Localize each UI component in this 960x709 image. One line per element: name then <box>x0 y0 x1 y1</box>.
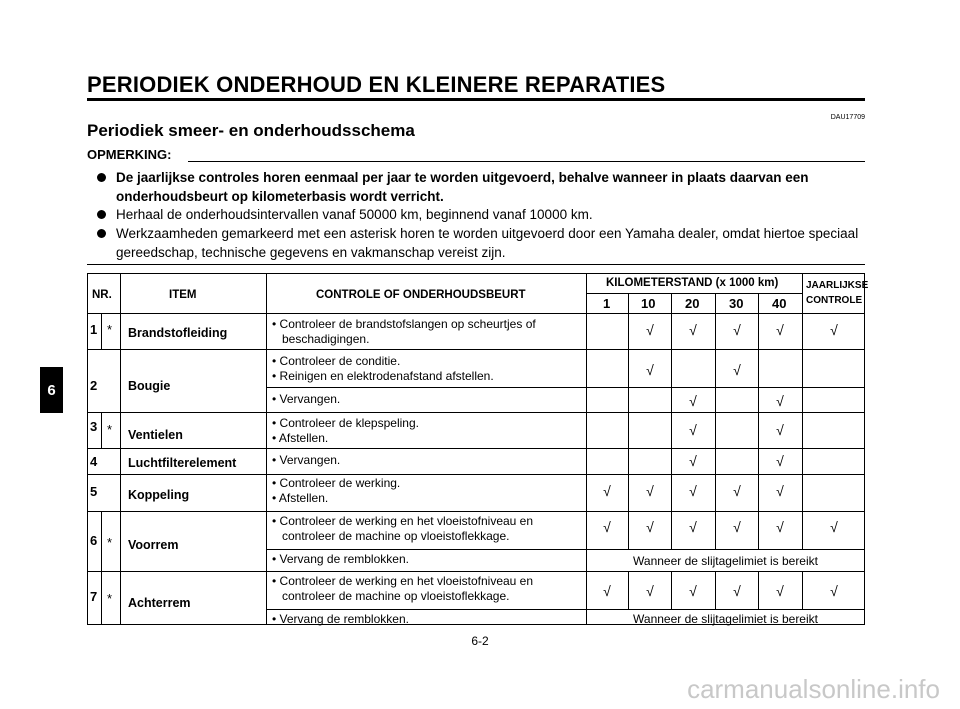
check-mark: √ <box>689 583 697 599</box>
header-km-col: 30 <box>729 296 744 311</box>
header-km-col: 10 <box>641 296 656 311</box>
grid-line <box>87 511 865 512</box>
header-km-col: 20 <box>685 296 700 311</box>
check-mark: √ <box>733 519 741 535</box>
bullet-dot <box>97 229 106 238</box>
header-nr: NR. <box>92 289 112 301</box>
row-item: Luchtfilterelement <box>128 456 237 470</box>
row-desc: • Controleer de werking en het vloeistofniveau en <box>272 574 534 588</box>
row-number: 7 <box>90 589 98 604</box>
check-mark: √ <box>830 583 838 599</box>
grid-line <box>671 571 672 609</box>
grid-line <box>266 387 865 388</box>
check-mark: √ <box>776 483 784 499</box>
check-mark: √ <box>689 519 697 535</box>
wear-limit-note: Wanneer de slijtagelimiet is bereikt <box>633 554 818 568</box>
note-bullet-text: De jaarlijkse controles horen eenmaal per jaar te worden uitgevoerd, behalve wanneer in plaats daarvan een onderhoudsbeurt op kilometerbasis wordt verricht. <box>116 170 809 204</box>
grid-line <box>628 571 629 609</box>
check-mark: √ <box>830 322 838 338</box>
section-title: Periodiek smeer- en onderhoudsschema <box>87 121 415 140</box>
row-number: 1 <box>90 322 98 337</box>
grid-line <box>87 349 865 350</box>
row-number: 5 <box>90 484 98 499</box>
check-mark: √ <box>776 422 784 438</box>
row-desc: • Controleer de klepspeling. <box>272 416 419 430</box>
grid-line <box>266 549 865 550</box>
note-label: OPMERKING: <box>87 147 172 162</box>
row-desc: • Vervangen. <box>272 453 341 467</box>
grid-line <box>101 511 102 625</box>
check-mark: √ <box>776 453 784 469</box>
check-mark: √ <box>689 322 697 338</box>
check-mark: √ <box>830 519 838 535</box>
row-desc: • Controleer de brandstofslangen op scheurtjes of <box>272 317 536 331</box>
grid-line <box>87 313 865 314</box>
row-desc: • Controleer de werking en het vloeistofniveau en <box>272 514 534 528</box>
grid-line <box>802 273 803 549</box>
check-mark: √ <box>646 322 654 338</box>
row-item: Achterrem <box>128 596 191 610</box>
check-mark: √ <box>603 483 611 499</box>
title-rule <box>87 98 865 101</box>
note-bullet <box>97 168 867 206</box>
row-desc: controleer de machine op vloeistoflekkage. <box>282 589 510 603</box>
asterisk-mark: * <box>107 422 113 437</box>
check-mark: √ <box>776 583 784 599</box>
check-mark: √ <box>646 362 654 378</box>
grid-line <box>87 412 865 413</box>
check-mark: √ <box>646 483 654 499</box>
check-mark: √ <box>733 362 741 378</box>
check-mark: √ <box>646 583 654 599</box>
row-number: 2 <box>90 378 98 393</box>
note-bottom-rule <box>87 264 865 265</box>
row-item: Ventielen <box>128 428 183 442</box>
row-number: 4 <box>90 454 98 469</box>
check-mark: √ <box>733 483 741 499</box>
row-desc: • Afstellen. <box>272 491 329 505</box>
grid-line <box>802 571 803 609</box>
row-number: 3 <box>90 419 98 434</box>
check-mark: √ <box>776 519 784 535</box>
grid-line <box>715 571 716 609</box>
note-bullet-text: Herhaal de onderhoudsintervallen vanaf 50000 km, beginnend vanaf 10000 km. <box>116 207 593 222</box>
header-item: ITEM <box>169 289 197 301</box>
asterisk-mark: * <box>107 535 113 550</box>
row-desc: • Controleer de werking. <box>272 476 401 490</box>
section-tab: 6 <box>40 367 63 413</box>
check-mark: √ <box>776 322 784 338</box>
row-desc: beschadigingen. <box>282 332 370 346</box>
note-bullet-text: Werkzaamheden gemarkeerd met een asterisk horen te worden uitgevoerd door een Yamaha dealer, omdat hiertoe speciaal gereedschap, technische gegevens en vakmanschap vereist zijn. <box>116 226 859 260</box>
row-desc: controleer de machine op vloeistoflekkage. <box>282 529 510 543</box>
check-mark: √ <box>733 322 741 338</box>
row-item: Bougie <box>128 379 171 393</box>
grid-line <box>120 273 121 625</box>
note-rule <box>188 161 865 162</box>
header-km-col: 40 <box>772 296 787 311</box>
page-title: PERIODIEK ONDERHOUD EN KLEINERE REPARATIES <box>87 72 666 97</box>
grid-line <box>101 313 102 349</box>
header-check: CONTROLE OF ONDERHOUDSBEURT <box>316 289 526 301</box>
check-mark: √ <box>689 393 697 409</box>
check-mark: √ <box>733 583 741 599</box>
row-desc: • Controleer de conditie. <box>272 354 401 368</box>
row-item: Voorrem <box>128 538 179 552</box>
header-annual: CONTROLE <box>806 295 863 306</box>
row-item: Koppeling <box>128 488 190 502</box>
bullet-dot <box>97 210 106 219</box>
grid-line <box>87 448 865 449</box>
header-annual: JAARLIJKSE <box>806 280 869 291</box>
check-mark: √ <box>776 393 784 409</box>
note-bullet <box>97 224 867 262</box>
row-number: 6 <box>90 533 98 548</box>
page-number: 6-2 <box>471 634 489 648</box>
row-desc: • Afstellen. <box>272 431 329 445</box>
row-desc: • Vervang de remblokken. <box>272 552 409 566</box>
check-mark: √ <box>646 519 654 535</box>
grid-line <box>101 412 102 448</box>
asterisk-mark: * <box>107 322 113 337</box>
grid-line <box>87 474 865 475</box>
header-km-col: 1 <box>603 296 611 311</box>
row-desc: • Vervang de remblokken. <box>272 612 409 626</box>
check-mark: √ <box>689 453 697 469</box>
check-mark: √ <box>603 519 611 535</box>
header-km: KILOMETERSTAND (x 1000 km) <box>606 277 779 289</box>
check-mark: √ <box>689 422 697 438</box>
row-item: Brandstofleiding <box>128 326 228 340</box>
row-desc: • Reinigen en elektrodenafstand afstellen. <box>272 369 494 383</box>
grid-line <box>586 293 802 294</box>
asterisk-mark: * <box>107 591 113 606</box>
document-code: DAU17709 <box>830 114 865 121</box>
grid-line <box>266 609 865 610</box>
check-mark: √ <box>603 583 611 599</box>
grid-line <box>266 273 267 625</box>
grid-line <box>586 273 587 625</box>
watermark: carmanualsonline.info <box>687 674 940 704</box>
check-mark: √ <box>689 483 697 499</box>
note-bullet <box>97 205 867 224</box>
wear-limit-note: Wanneer de slijtagelimiet is bereikt <box>633 612 818 626</box>
row-desc: • Vervangen. <box>272 392 341 406</box>
bullet-dot <box>97 173 106 182</box>
grid-line <box>87 571 865 572</box>
grid-line <box>758 571 759 609</box>
